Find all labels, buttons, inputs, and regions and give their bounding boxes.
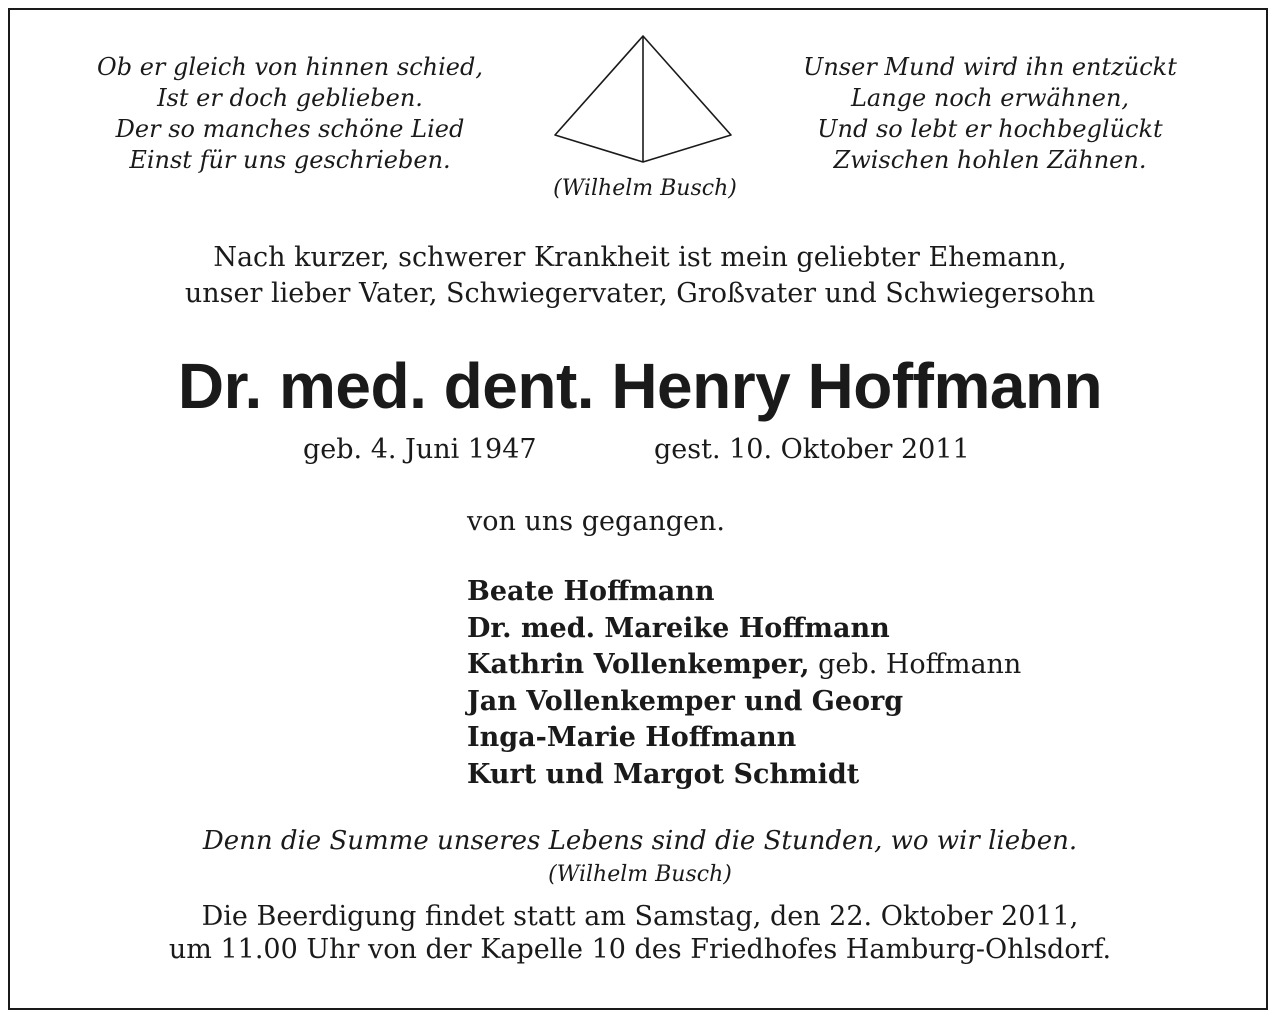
verse-line: Und so lebt er hochbeglückt: [817, 115, 1163, 143]
family-member-name: Dr. med. Mareike Hoffmann: [467, 612, 890, 644]
family-member-name: Kathrin Vollenkemper,: [467, 649, 810, 680]
verse-left: [60, 52, 520, 176]
family-member: [467, 611, 1021, 648]
family-member-name: Jan Vollenkemper und Georg: [467, 685, 904, 717]
family-member: [467, 574, 1021, 611]
family-list: [467, 574, 1021, 793]
verse-line: Der so manches schöne Lied: [115, 115, 465, 143]
verse-line: Unser Mund wird ihn entzückt: [803, 53, 1177, 81]
verse-line: Ob er gleich von hinnen schied,: [97, 53, 483, 81]
intro-text: [0, 240, 1280, 312]
family-member-name: Beate Hoffmann: [467, 576, 715, 607]
closing-quote: Denn die Summe unseres Lebens sind die Stunden, wo wir lieben.: [202, 826, 1078, 856]
family-member: [467, 720, 1021, 757]
intro-line: Nach kurzer, schwerer Krankheit ist mein geliebter Ehemann,: [213, 242, 1067, 273]
pyramid-icon: [553, 34, 733, 166]
family-member-name: Kurt und Margot Schmidt: [467, 758, 860, 790]
deceased-name: Dr. med. dent. Henry Hoffmann: [177, 350, 1103, 422]
verse-line: Zwischen hohlen Zähnen.: [833, 146, 1147, 174]
family-member: [467, 684, 1021, 721]
closing-phrase: von uns gegangen.: [467, 506, 725, 537]
funeral-line: Die Beerdigung findet statt am Samstag, den 22. Oktober 2011,: [201, 901, 1079, 932]
family-member-name: Inga-Marie Hoffmann: [467, 722, 797, 753]
family-member-suffix: geb. Hoffmann: [809, 649, 1022, 680]
birth-date: geb. 4. Juni 1947: [303, 434, 537, 465]
verse-attribution: (Wilhelm Busch): [553, 176, 737, 201]
family-member: [467, 647, 1021, 684]
verse-line: Einst für uns geschrieben.: [129, 146, 451, 174]
verse-line: Lange noch erwähnen,: [850, 84, 1130, 112]
quote-attribution: (Wilhelm Busch): [548, 862, 732, 887]
intro-line: unser lieber Vater, Schwiegervater, Großvater und Schwiegersohn: [184, 278, 1096, 309]
death-date: gest. 10. Oktober 2011: [654, 434, 970, 465]
funeral-notice: [0, 900, 1280, 966]
verse-right: [760, 52, 1220, 176]
funeral-line: um 11.00 Uhr von der Kapelle 10 des Friedhofes Hamburg-Ohlsdorf.: [168, 934, 1112, 965]
family-member: [467, 757, 1021, 794]
verse-line: Ist er doch geblieben.: [157, 84, 423, 112]
